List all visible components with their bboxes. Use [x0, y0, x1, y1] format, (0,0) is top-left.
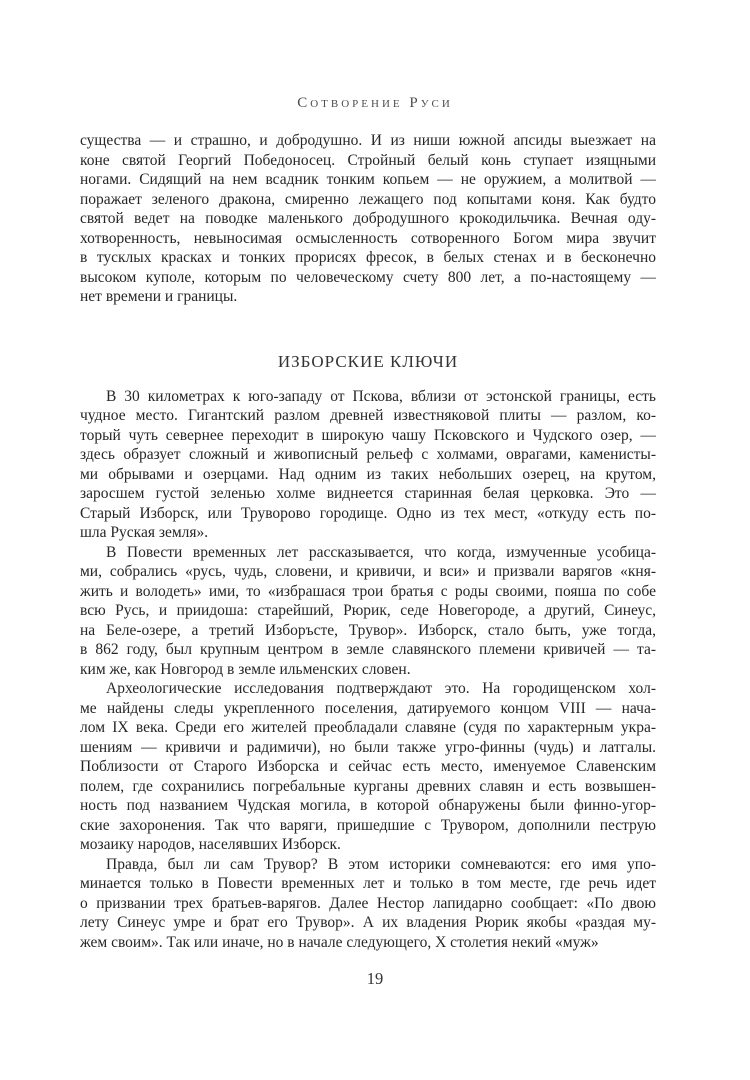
paragraph — [80, 679, 656, 855]
text-line: шениям — кривичи и радимичи), но были также угро-финны (чудь) и латгалы. — [80, 738, 656, 756]
text-line: коне святой Георгий Победоносец. Стройный белый конь ступает изящными — [80, 151, 656, 169]
text-line: торый чуть севернее переходит в широкую чашу Псковского и Чудского озер, — — [80, 426, 656, 444]
text-line: Поблизости от Старого Изборска и сейчас есть место, именуемое Славенским — [80, 758, 656, 775]
text-line: минается только в Повести временных лет и только в том месте, где речь идет — [80, 875, 656, 892]
text-block — [80, 131, 656, 952]
text-line: о призвании трех братьев-варягов. Далее Нестор лапидарно сообщает: «По двою — [80, 894, 656, 912]
text-line: В 30 километрах к юго-западу от Пскова, вблизи от эстонской границы, есть — [106, 387, 656, 405]
text-line: здесь образует сложный и живописный рельеф с холмами, оврагами, каменисты- — [80, 446, 656, 463]
text-line: существа — и страшно, и добродушно. И из ниши южной апсиды выезжает на — [80, 132, 656, 149]
text-line: в тусклых красках и тонких прорисях фресок, в белых стенах и в бесконечно — [80, 249, 656, 266]
text-line: поражает зеленого дракона, смиренно лежащего под копытами коня. Как будто — [80, 190, 656, 208]
text-line: мозаику народов, населявших Изборск. — [80, 836, 341, 853]
text-line: Старый Изборск, или Труворово городище. Одно из тех мест, «откуду есть по- — [80, 504, 656, 522]
text-line: на Беле-озере, а третий Изборъсте, Трувор». Изборск, стало быть, уже тогда, — [80, 621, 656, 639]
text-line: лом IX века. Среди его жителей преобладали славяне (судя по характерным укра- — [80, 719, 656, 736]
running-head: Сотворение Руси — [297, 95, 453, 111]
text-line: лету Синеус умре и брат его Трувор». А их владения Рюрик якобы «раздая му- — [80, 914, 656, 931]
paragraph — [80, 855, 656, 953]
text-line: Правда, был ли сам Трувор? В этом историки сомневаются: его имя упо- — [106, 855, 656, 873]
text-line: ногами. Сидящий на нем всадник тонким копьем — не оружием, а молитвой — — [80, 171, 656, 188]
text-line: ские захоронения. Так что варяги, пришедшие с Трувором, дополнили пеструю — [80, 816, 656, 834]
text-line: хотворенность, невыносимая осмысленность сотворенного Богом мира звучит — [80, 229, 656, 247]
text-line: жем своим». Так или иначе, но в начале следующего, X столетия некий «муж» — [80, 933, 599, 951]
text-line: ме найдены следы укрепленного поселения, датируемого концом VIII — нача- — [80, 699, 656, 717]
paragraph — [80, 543, 656, 680]
section-heading: ИЗБОРСКИЕ КЛЮЧИ — [277, 351, 459, 371]
text-line: высоком куполе, которым по человеческому счету 800 лет, а по-настоящему — — [80, 268, 656, 286]
text-line: ми, собрались «русь, чудь, словени, и кривичи, и вси» и призвали варягов «кня- — [80, 563, 656, 580]
text-line: жить и володеть» ими, то «избрашася трои братья с роды своими, пояша по собе — [80, 582, 656, 600]
text-line: заросшем густой зеленью холме виднеется старинная белая церковка. Это — — [80, 485, 656, 502]
paragraph — [80, 131, 656, 307]
text-line: ким же, как Новгород в земле ильменских словен. — [80, 660, 411, 678]
text-line: чудное место. Гигантский разлом древней известняковой плиты — разлом, ко- — [80, 407, 656, 424]
text-line: ми обрывами и озерцами. Над одним из таких небольших озерец, на крутом, — [80, 465, 656, 483]
text-line: всю Русь, и приидоша: старейший, Рюрик, седе Новегороде, а другий, Синеус, — [80, 602, 656, 619]
text-line: святой ведет на поводке маленького добродушного крокодильчика. Вечная оду- — [80, 210, 656, 227]
text-line: В Повести временных лет рассказывается, что когда, измученные усобица- — [106, 543, 656, 561]
paragraph — [80, 387, 656, 543]
page-number: 19 — [366, 969, 384, 988]
text-line: в 862 году, был крупным центром в земле славянского племени кривичей — та- — [80, 641, 656, 658]
text-line: полем, где сохранились погребальные курганы древних славян и есть возвышен- — [80, 777, 656, 795]
text-line: нет времени и границы. — [80, 288, 238, 305]
text-line: шла Руская земля». — [80, 524, 209, 541]
text-line: ность под названием Чудская могила, в которой обнаружены были финно-угор- — [80, 797, 656, 814]
text-line: Археологические исследования подтверждают это. На городищенском хол- — [106, 680, 656, 697]
